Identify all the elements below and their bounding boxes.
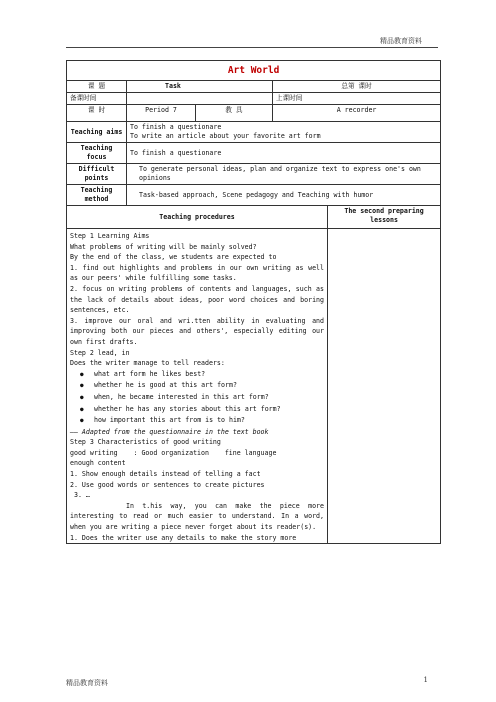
body-paragraph: 2. focus on writing problems of contents and languages, such as the lack of details about ideas, poor word choices and boring sentences, etc. — [70, 284, 324, 315]
body-paragraph: 3. improve our oral and wri.tten ability in evaluating and improving both our pieces and others', especially editing our own first drafts. — [70, 316, 324, 346]
total-period-label: 总第 课时 — [273, 81, 441, 93]
bullet-item: ● how important this art from is to him? — [76, 415, 324, 427]
body-line: good writing : Good organization fine language — [70, 448, 277, 457]
lesson-title: Art World — [67, 61, 441, 81]
body-paragraph: 1. find out highlights and problems in our own writing as well as our peers' while fulfilling some tasks. — [70, 263, 324, 283]
step-heading: Step 3 Characteristics of good writing — [70, 438, 221, 447]
header-text: 精品教育资料 — [380, 37, 422, 45]
topic-value: Task — [127, 81, 273, 93]
difficult-content: To generate personal ideas, plan and organize text to express one's own opinions — [127, 164, 441, 185]
aims-content — [127, 122, 441, 143]
aim-item: To write an article about your favorite art form — [130, 132, 321, 140]
prep-time-value — [127, 93, 273, 105]
header-rule — [66, 47, 438, 48]
source-note: —— Adapted from the questionnaire in the text book — [70, 427, 269, 436]
lesson-plan-table — [66, 60, 441, 544]
body-line: 1. Does the writer use any details to make the story more — [70, 533, 297, 542]
teaching-aids-label: 教 具 — [196, 105, 273, 122]
body-line: 2. Use good words or sentences to create pictures — [70, 480, 265, 489]
step-heading: Step 1 Learning Aims — [70, 232, 150, 240]
step-heading: Step 2 lead, in — [70, 348, 130, 357]
bullet-item: ● whether he is good at this art form? — [76, 380, 324, 392]
method-label: Teaching method — [67, 185, 127, 206]
body-line: 3. … — [74, 491, 90, 500]
aim-item: To finish a questionare — [130, 123, 222, 131]
body-line: 1. Show enough details instead of telling a fact — [70, 470, 261, 479]
difficult-label: Difficult points — [67, 164, 127, 185]
teaching-aids-value: A recorder — [273, 105, 441, 122]
bullet-item: ● whether he has any stories about this art form? — [76, 404, 324, 416]
bullet-item: ● when, he became interested in this art form? — [76, 392, 324, 404]
second-prep-content — [328, 229, 441, 544]
page-number: 1 — [423, 676, 428, 684]
procedures-body — [67, 229, 328, 544]
class-time-label: 上课时间 — [273, 93, 441, 105]
procedures-header: Teaching procedures — [67, 206, 328, 229]
period-label: 课 时 — [67, 105, 127, 122]
body-line: What problems of writing will be mainly solved? — [70, 242, 257, 251]
prep-time-label: 备课时间 — [67, 93, 127, 105]
body-paragraph: In t.his way, you can make the piece more interesting to read or much easier to understand. In a word, when you are writing a piece never forget about its reader(s). — [70, 501, 324, 532]
body-line: Does the writer manage to tell readers: — [70, 359, 225, 368]
bullet-item: ● what art form he likes best? — [76, 369, 324, 381]
body-line: By the end of the class, we students are expected to — [70, 253, 277, 262]
topic-label: 课 题 — [67, 81, 127, 93]
focus-label: Teaching focus — [67, 143, 127, 164]
period-value: Period 7 — [127, 105, 196, 122]
second-prep-header: The second preparing lessons — [328, 206, 441, 229]
focus-content: To finish a questionare — [127, 143, 441, 164]
footer-text: 精品教育资料 — [66, 679, 108, 687]
method-content: Task-based approach, Scene pedagogy and Teaching with humor — [127, 185, 441, 206]
aims-label: Teaching aims — [67, 122, 127, 143]
body-line: enough content — [70, 459, 126, 468]
